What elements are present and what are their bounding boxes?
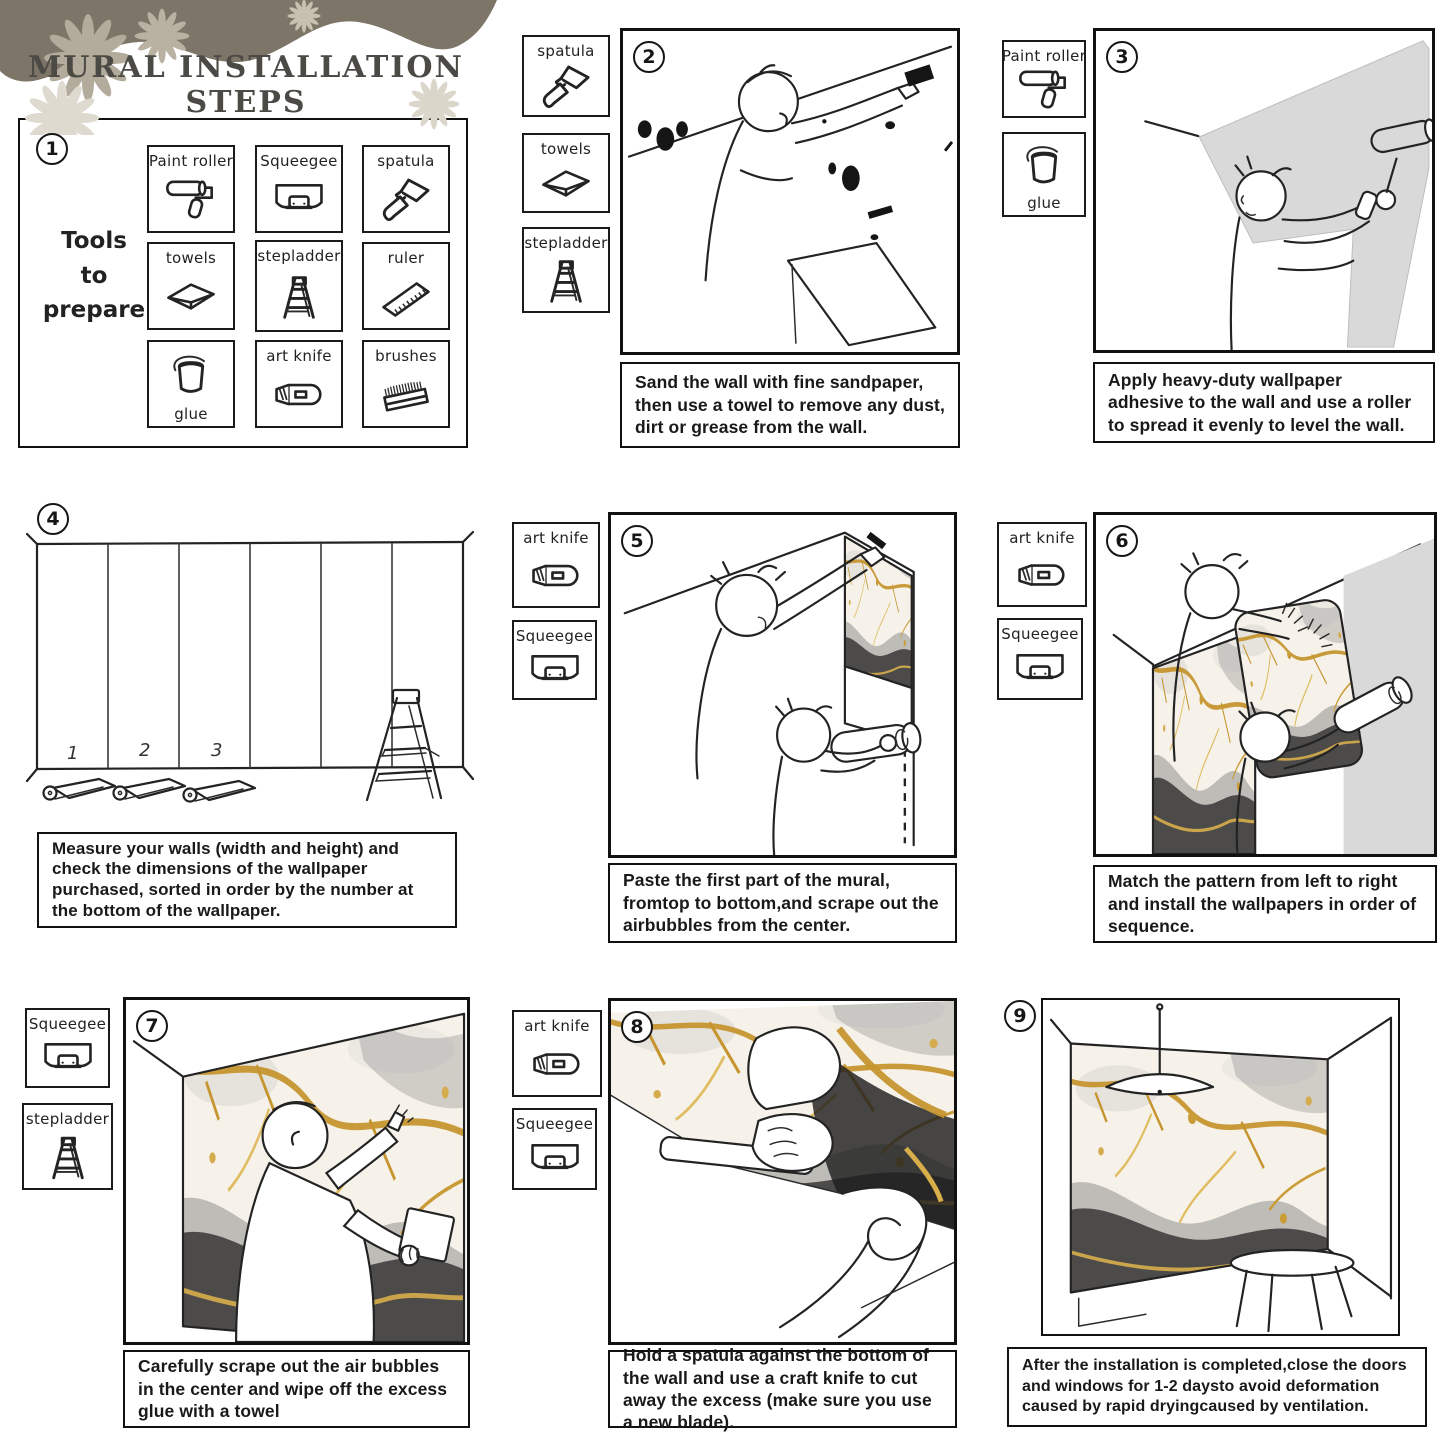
leaning-board [788, 243, 935, 345]
step-3-illustration [1093, 28, 1435, 353]
tool-box-art-knife [512, 522, 600, 608]
caption-text: After the installation is completed,close the doors and windows for 1-2 daysto avoid deformation caused by rapid dryingcaused by ventilation. [1022, 1357, 1407, 1416]
tool-box-art-knife [512, 1010, 602, 1097]
squeegee-icon [529, 1134, 581, 1185]
tool-label: ruler [387, 249, 425, 267]
tool-box-art-knife [997, 522, 1087, 607]
tools-heading-line: Tools [61, 228, 127, 254]
caption-text: Sand the wall with fine sandpaper, then use a towel to remove any dust, dirt or grease from the wall. [635, 372, 945, 438]
tool-label: art knife [266, 347, 332, 365]
step-9-illustration [1041, 998, 1400, 1336]
tool-box-art-knife [255, 340, 343, 428]
tool-box-spatula [362, 145, 450, 233]
glue-icon [165, 347, 217, 404]
tool-label: Paint roller [1001, 47, 1087, 65]
step-4-illustration [25, 528, 475, 820]
tool-label: Paint roller [148, 152, 234, 170]
step-8-caption [608, 1345, 957, 1433]
step-3-caption [1093, 362, 1435, 443]
tool-box-brushes [362, 340, 450, 428]
tools-heading-line: prepare [42, 297, 146, 323]
squeegee-icon [273, 171, 325, 228]
tools-heading [34, 224, 154, 328]
step-4-caption [37, 832, 457, 928]
caption-text: Measure your walls (width and height) and check the dimensions of the wallpaper purchased, sorted in order by the number at the bottom of the wallpaper. [52, 838, 414, 920]
tool-box-spatula [522, 35, 610, 117]
panel-number: 1 [67, 743, 79, 764]
tool-box-towels [522, 133, 610, 213]
tool-label: brushes [375, 347, 437, 365]
tools-panel [18, 118, 468, 448]
tool-label: glue [174, 405, 208, 423]
caption-text: Apply heavy-duty wallpaper adhesive to the wall and use a roller to spread it evenly to level the wall. [1108, 369, 1412, 435]
tool-box-squeegee [512, 1108, 597, 1190]
stepladder-icon [540, 253, 592, 308]
step-number-badge: 2 [633, 41, 665, 73]
tool-label: Squeegee [260, 152, 338, 170]
step-2-caption [620, 362, 960, 448]
tool-box-glue [147, 340, 235, 428]
paint-roller-icon [165, 171, 217, 228]
tool-label: towels [540, 140, 592, 158]
step-number-badge: 5 [621, 525, 653, 557]
tool-box-squeegee [255, 145, 343, 233]
step-number-badge: 7 [136, 1010, 168, 1042]
tool-label: spatula [537, 42, 595, 60]
squeegee-icon [42, 1034, 94, 1083]
tools-heading-line: to [80, 262, 108, 289]
step-9-caption [1007, 1347, 1427, 1427]
paint-roller-icon [1018, 66, 1070, 113]
measured-wall [27, 532, 473, 781]
glue-icon [1018, 139, 1070, 193]
towels-icon [540, 159, 592, 208]
tool-label: Squeegee [515, 1115, 594, 1133]
panel-number: 3 [211, 740, 223, 761]
step-5-caption [608, 863, 957, 943]
step-8-illustration [608, 998, 957, 1345]
tool-box-paint-roller [147, 145, 235, 233]
step-number-badge: 3 [1106, 41, 1138, 73]
spatula-icon [380, 171, 432, 228]
tool-label: spatula [377, 152, 435, 170]
art-knife-icon [530, 548, 582, 603]
tool-box-squeegee [512, 620, 597, 700]
art-knife-icon [1016, 548, 1068, 602]
step-number-badge: 6 [1106, 525, 1138, 557]
page-title: MURAL INSTALLATION STEPS [28, 50, 464, 120]
brushes-icon [380, 366, 432, 423]
wallpaper-rolls [44, 779, 256, 802]
tool-box-stepladder [522, 227, 610, 313]
tool-label: Squeegee [515, 627, 594, 645]
tool-box-towels [147, 242, 235, 330]
tool-label: glue [1027, 194, 1061, 212]
squeegee-icon [529, 646, 581, 695]
tool-label: stepladder [25, 1110, 110, 1128]
tool-label: stepladder [257, 247, 341, 265]
tool-label: Squeegee [28, 1015, 107, 1033]
tool-label: towels [165, 249, 217, 267]
spatula-icon [540, 61, 592, 112]
tool-box-squeegee [997, 618, 1083, 700]
step-6-illustration [1093, 512, 1437, 857]
caption-text: Carefully scrape out the air bubbles in the center and wipe off the excess glue with a towel [138, 1356, 448, 1422]
tool-label: stepladder [524, 234, 608, 252]
step-2-illustration [620, 28, 960, 355]
tool-box-stepladder [22, 1103, 113, 1190]
tool-label: art knife [523, 529, 589, 547]
panel-number: 2 [139, 740, 151, 761]
stepladder-icon [273, 266, 325, 327]
step-number-badge: 1 [36, 133, 68, 165]
towels-icon [165, 268, 217, 325]
step-number-badge: 9 [1004, 1000, 1036, 1032]
stepladder-drawing [367, 690, 441, 800]
wallpaper-roll [830, 722, 923, 764]
squeegee-icon [1014, 644, 1066, 695]
art-knife-icon [531, 1036, 583, 1092]
step-6-caption [1093, 865, 1437, 943]
step-5-illustration [608, 512, 957, 858]
person-sanding [706, 64, 935, 280]
tool-box-glue [1002, 132, 1086, 217]
step-number-badge: 8 [621, 1011, 653, 1043]
tool-box-ruler [362, 242, 450, 330]
tool-box-paint-roller [1002, 40, 1086, 118]
step-7-caption [123, 1350, 470, 1428]
squeegee-card [399, 1208, 455, 1265]
art-knife-icon [273, 366, 325, 423]
caption-text: Hold a spatula against the bottom of the wall and use a craft knife to cut away the excess (make sure you use a new blade). [623, 1345, 932, 1433]
tool-box-squeegee [25, 1008, 110, 1088]
tool-label: art knife [1009, 529, 1075, 547]
coffee-table [1231, 1250, 1354, 1331]
step-number-badge: 4 [37, 503, 69, 535]
tool-box-stepladder [255, 240, 343, 332]
caption-text: Match the pattern from left to right and install the wallpapers in order of sequence. [1108, 871, 1417, 937]
step-7-illustration [123, 997, 470, 1345]
ruler-icon [380, 268, 432, 325]
caption-text: Paste the first part of the mural, fromtop to bottom,and scrape out the airbubbles from the center. [623, 870, 939, 936]
stepladder-icon [42, 1129, 94, 1185]
tool-label: Squeegee [1001, 625, 1079, 643]
tool-label: art knife [524, 1017, 590, 1035]
